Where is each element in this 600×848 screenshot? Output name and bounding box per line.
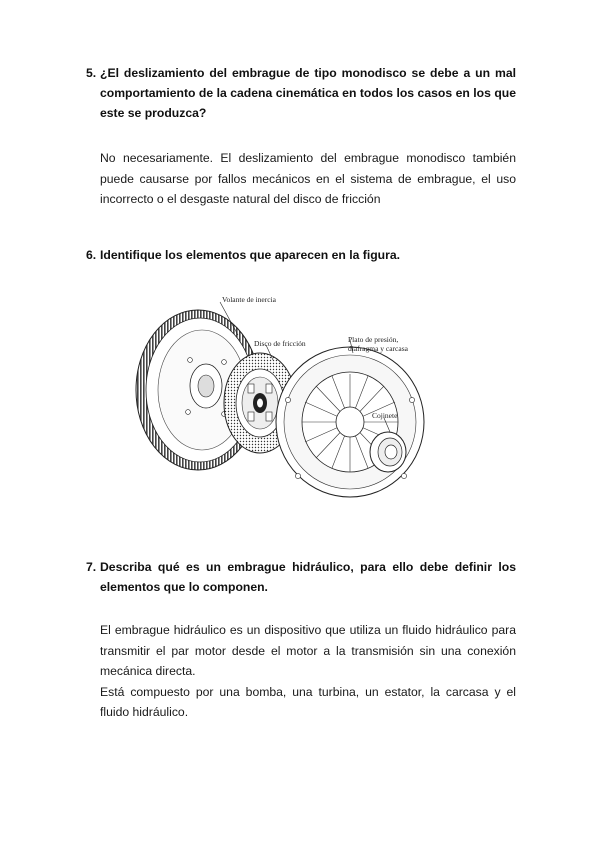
answer-7-paragraph-1: El embrague hidráulico es un dispositivo que utiliza un fluido hidráulico para transmitir el par motor desde el motor a la transmisión sin una conexión mecánica directa.	[100, 623, 516, 678]
pressure-plate-part	[276, 347, 424, 497]
answer-5-paragraph: No necesariamente. El deslizamiento del embrague monodisco también puede causarse por fallos mecánicos en el sistema de embrague, el uso incorrecto o el desgaste natural del disco de fricción	[100, 151, 516, 206]
plate-label-line2: diafragma y carcasa	[348, 344, 408, 353]
flywheel-label: Volante de inercia	[222, 295, 277, 304]
bearing-part	[370, 432, 406, 472]
question-7	[86, 557, 516, 599]
question-6-text: Identifique los elementos que aparecen en la figura.	[100, 248, 401, 262]
answer-7	[100, 620, 516, 723]
question-5	[86, 63, 516, 125]
question-7-text: Describa qué es un embrague hidráulico, para ello debe definir los elementos que lo componen.	[100, 560, 516, 594]
clutch-exploded-figure	[128, 290, 428, 505]
bearing-label: Cojinete	[372, 411, 398, 420]
answer-5	[100, 148, 516, 210]
question-6	[86, 245, 516, 267]
clutch-diagram	[128, 290, 428, 505]
answer-7-paragraph-2: Está compuesto por una bomba, una turbina, un estator, la carcasa y el fluido hidráulico.	[100, 684, 516, 719]
plate-label-line1: Plato de presión,	[348, 335, 399, 344]
disc-label: Disco de fricción	[254, 339, 306, 348]
question-6-number: 6.	[86, 248, 97, 262]
question-7-number: 7.	[86, 560, 97, 574]
question-5-text: ¿El deslizamiento del embrague de tipo monodisco se debe a un mal comportamiento de la cadena cinemática en todos los casos en los que este se produzca?	[100, 66, 516, 120]
question-5-number: 5.	[86, 66, 97, 80]
